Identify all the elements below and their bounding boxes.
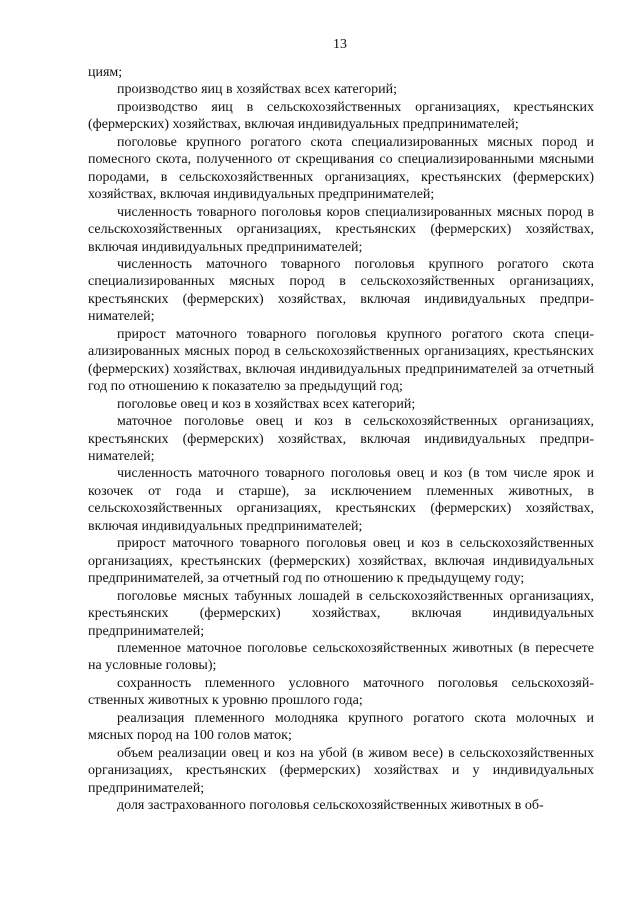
paragraph: поголовье крупного рогатого скота специализированных мясных пород и помесного скота, полученного от скрещивания со специализированными мясными породами, в сельскохозяйственных организациях, крестьянских (фермерских) хозяйствах, включая индивидуальных предпринимателей; <box>88 134 594 203</box>
body-text <box>88 64 594 814</box>
paragraph: доля застрахованного поголовья сельскохозяйственных животных в об- <box>117 798 544 814</box>
paragraph: племенное маточное поголовье сельскохозяйственных животных (в пересчете на условные головы); <box>88 640 594 674</box>
paragraph: реализация племенного молодняка крупного рогатого скота молочных и мясных пород на 100 голов маток; <box>88 710 594 744</box>
paragraph: маточное поголовье овец и коз в сельскохозяйственных организациях, крестьянских (фермерских) хозяйствах, включая индивидуальных предпринимателей; <box>88 414 594 464</box>
paragraph: производство яиц в хозяйствах всех категорий; <box>117 82 398 98</box>
paragraph: производство яиц в сельскохозяйственных организациях, крестьянских (фермерских) хозяйствах, включая индивидуальных предпринимателей; <box>88 99 594 133</box>
paragraph: поголовье овец и коз в хозяйствах всех категорий; <box>117 396 416 412</box>
page-number: 13 <box>333 37 347 52</box>
paragraph: численность маточного товарного поголовья овец и коз (в том числе ярок и козочек от года и старше), за исключением племенных животных, в сельскохозяйственных организациях, крестьянских (фермерских) хозяйствах, включая индивидуальных предпринимателей; <box>88 466 594 534</box>
paragraph: циям; <box>88 65 123 80</box>
paragraph: численность товарного поголовья коров специализированных мясных пород в сельскохозяйственных организациях, крестьянских (фермерских) хозяйствах, включая индивидуальных предпринимателей; <box>88 204 594 255</box>
paragraph: сохранность племенного условного маточного поголовья сельскохозяйственных животных к уровню прошлого года; <box>88 675 594 709</box>
paragraph: поголовье мясных табунных лошадей в сельскохозяйственных организациях, крестьянских (фермерских) хозяйствах, включая индивидуальных предпринимателей; <box>88 588 594 639</box>
paragraph: прирост маточного товарного поголовья крупного рогатого скота специализированных мясных пород в сельскохозяйственных организациях, крестьянских (фермерских) хозяйствах, включая индивидуальных предпринимателей за отчетный год по отношению к показателю за предыдущий год; <box>88 326 594 395</box>
paragraph: объем реализации овец и коз на убой (в живом весе) в сельскохозяйственных организациях, крестьянских (фермерских) хозяйствах и у индивидуальных предпринимателей; <box>88 745 594 796</box>
paragraph: прирост маточного товарного поголовья овец и коз в сельскохозяйственных организациях, крестьянских (фермерских) хозяйствах, включая индивидуальных предпринимателей, за отчетный год по отношению к предыдущему году; <box>88 536 594 587</box>
paragraph: численность маточного товарного поголовья крупного рогатого скота специализированных мясных пород в сельскохозяйственных организациях, крестьянских (фермерских) хозяйствах, включая индивидуальных предпринимателей; <box>88 256 594 325</box>
